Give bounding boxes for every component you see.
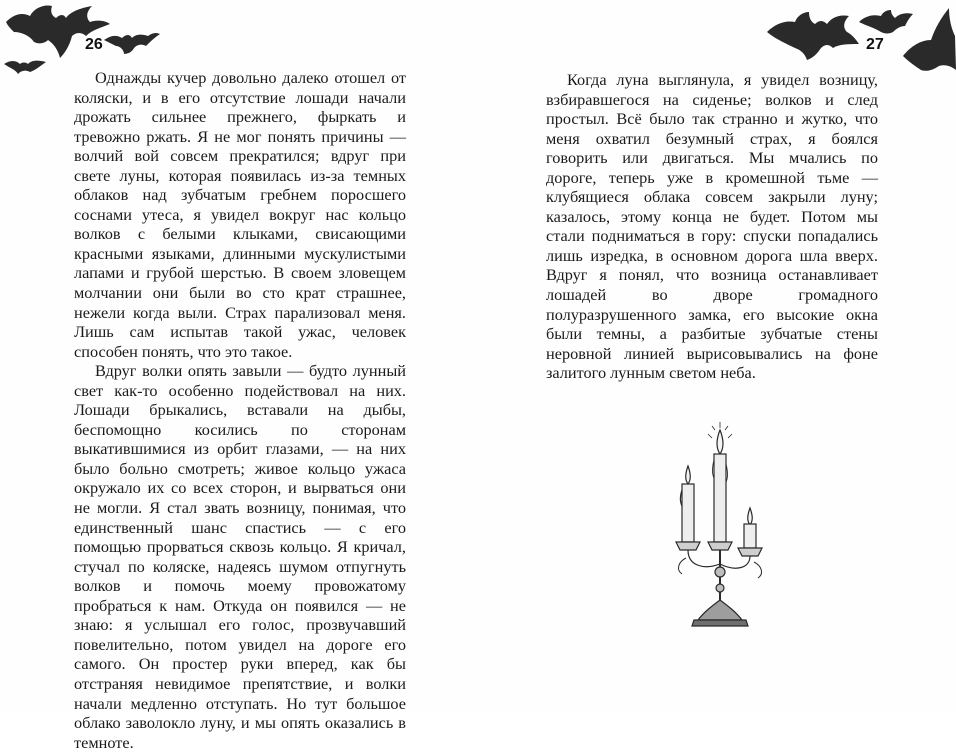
paragraph: Однажды кучер довольно далеко отошел от коляски, и в его отсутствие лошади начали дрожать сильнее прежнего, фыркать и тревожно ржать. Я не мог понять причины — волчий вой совсем прекратился; вдруг при свете луны, которая появилась из-за темных облаков над зубчатым гребнем поросшего соснами утеса, я увидел вокруг нас кольцо волков с белыми клыками, свисающими красными языками, длинными мускулистыми лапами и грубой шерстью. В своем зловещем молчании они были во сто крат страшнее, нежели когда выли. Страх парализовал меня. Лишь сам испытав такой ужас, человек способен понять, что это такое. [74, 68, 406, 361]
paragraph: Вдруг волки опять завыли — будто лунный свет как-то особенно подействовал на них. Лошади брыкались, вставали на дыбы, беспомощно косились по сторонам выкатившимися из орбит глазами, — на них было больно смотреть; живое кольцо ужаса окружало их со всех сторон, и вырваться они не могли. Я стал звать возницу, понимая, что единственный шанс спастись — с его помощью прорваться сквозь кольцо. Я кричал, стучал по коляске, надеясь шумом отпугнуть волков и помочь моему провожатому пробраться к нам. Откуда он появился — не знаю: я услышал его голос, прозвучавший повелительно, потом увидел на дороге его самого. Он простер руки вперед, как бы отстраняя невидимое препятствие, и волки начали медленно отступать. Но тут большое облако заволокло луну, и мы опять оказались в темноте. [74, 361, 406, 752]
right-page-text [546, 70, 878, 383]
left-page-text [74, 68, 406, 752]
page-number-right: 27 [866, 36, 884, 53]
candelabra-icon [668, 420, 778, 628]
page-number-left: 26 [85, 36, 103, 53]
paragraph: Когда луна выглянула, я увидел возницу, взбиравшегося на сиденье; волков и след простыл. Всё было так странно и жутко, что меня охватил безумный страх, я боялся говорить или двигаться. Мы мчались по дороге, теперь уже в кромешной тьме — клубящиеся облака совсем закрыли луну; казалось, этому конца не будет. Потом мы стали подниматься в гору: спуски попадались лишь изредка, в основном дорога шла вверх. Вдруг я понял, что возница останавливает лошадей во дворе громадного полуразрушенного замка, его высокие окна были темны, а разбитые зубчатые стены неровной линией вырисовывались на фоне залитого лунным светом неба. [546, 70, 878, 383]
